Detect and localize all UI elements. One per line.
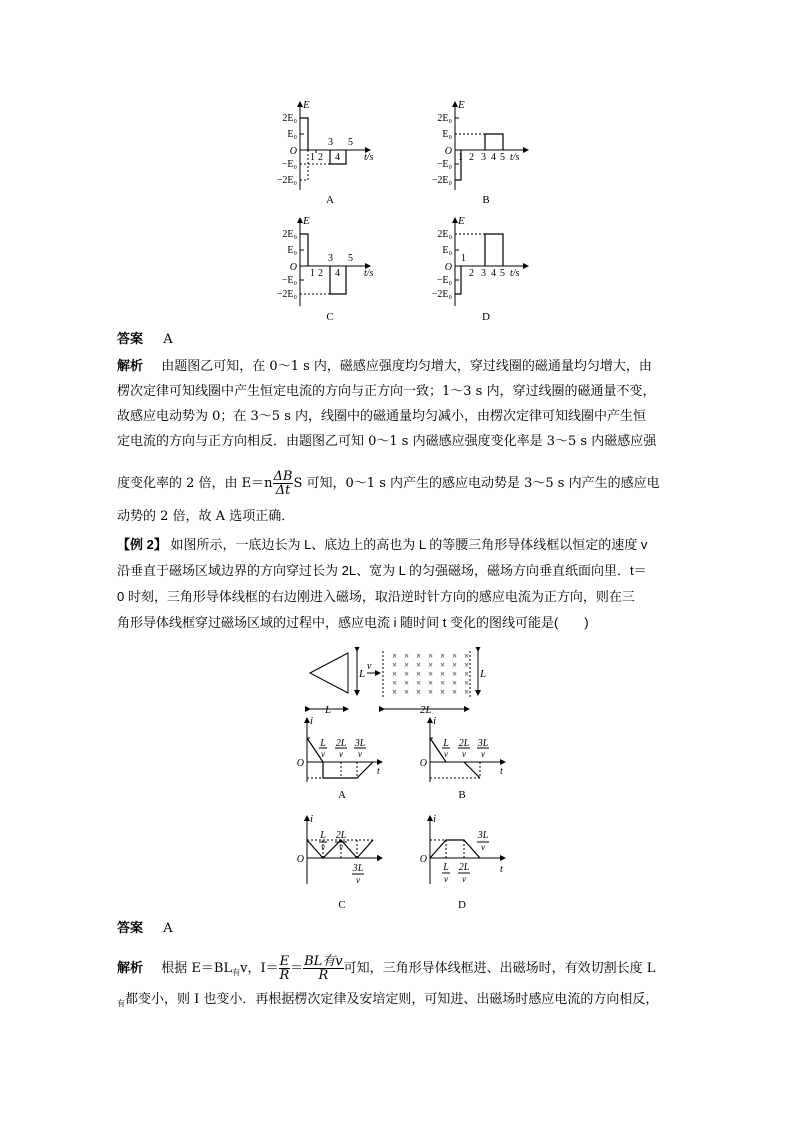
bottom-graphs-figure bbox=[290, 716, 530, 914]
c-axis-e: E bbox=[303, 215, 310, 227]
field-cross: × bbox=[464, 660, 470, 670]
bottom-caption-b: B bbox=[458, 789, 466, 801]
b-axis-t: t/s bbox=[510, 152, 520, 163]
answer-1 bbox=[117, 331, 682, 349]
b-tick-4: 4 bbox=[491, 152, 496, 163]
ba-axis-t: t bbox=[377, 766, 380, 777]
c-tick-5: 5 bbox=[348, 253, 353, 264]
analysis-1-line-2: 楞次定律可知线圈中产生恒定电流的方向与正方向一致；1～3 s 内，穿过线圈的磁通量不变， bbox=[117, 384, 656, 399]
field-cross: × bbox=[416, 687, 422, 697]
c-tick-3: 3 bbox=[328, 253, 333, 264]
equals: ＝ bbox=[290, 961, 304, 976]
a-y-ne0: −E₀ bbox=[281, 159, 297, 170]
d-tick-1: 1 bbox=[461, 253, 466, 264]
graph-a bbox=[277, 99, 374, 206]
field-cross: × bbox=[440, 678, 446, 688]
bb-2l-num: 2L bbox=[458, 738, 470, 749]
field-cross: × bbox=[428, 651, 434, 661]
triangle-frame bbox=[310, 653, 348, 693]
bd-axis-t: t bbox=[500, 864, 503, 875]
d-axis-t: t/s bbox=[510, 268, 520, 279]
top-graphs-figure bbox=[270, 98, 540, 328]
ba-l-den: v bbox=[321, 749, 325, 759]
bc-axis-o: O bbox=[296, 854, 304, 865]
c-y-ne0: −E₀ bbox=[281, 275, 297, 286]
b-tick-1: 1 bbox=[458, 152, 463, 163]
field-cross: × bbox=[452, 669, 458, 679]
bd-2l-den: v bbox=[462, 874, 466, 884]
ba-2l-num: 2L bbox=[335, 738, 347, 749]
bb-3l-num: 3L bbox=[477, 738, 489, 749]
d-y-e0: E₀ bbox=[442, 245, 452, 256]
field-cross: × bbox=[404, 660, 410, 670]
b-y-2e0: 2E₀ bbox=[437, 113, 452, 124]
field-cross: × bbox=[416, 678, 422, 688]
analysis-2-text-1b: v，I＝ bbox=[240, 961, 279, 976]
length-2l-label: 2L bbox=[420, 704, 432, 715]
analysis-1-line-1 bbox=[117, 358, 682, 376]
field-cross: × bbox=[428, 660, 434, 670]
field-cross: × bbox=[416, 669, 422, 679]
analysis-2-text-1a: 根据 E＝BL bbox=[161, 961, 233, 976]
d-axis-e: E bbox=[458, 215, 465, 227]
analysis-1-line-3: 故感应电动势为 0；在 3～5 s 内，线圈中的磁通量均匀减小，由楞次定律可知线圈中产生恒 bbox=[117, 409, 647, 424]
bc-axis-i: i bbox=[310, 813, 314, 825]
bd-axis-i: i bbox=[433, 813, 437, 825]
field-cross: × bbox=[416, 660, 422, 670]
bottom-graph-b bbox=[420, 716, 505, 801]
bc-l-num: L bbox=[320, 830, 326, 841]
bb-2l-den: v bbox=[462, 749, 466, 759]
triangle-l-label: L bbox=[359, 668, 366, 680]
caption-c: C bbox=[326, 311, 334, 323]
a-axis-e: E bbox=[303, 99, 310, 111]
analysis-1-line-4: 定电流的方向与正方向相反．由题图乙可知 0～1 s 内磁感应强度变化率是 3～5 s 内磁感应强 bbox=[117, 434, 657, 449]
field-l-label: L bbox=[480, 668, 487, 680]
analysis-1-label: 解析 bbox=[117, 359, 144, 374]
d-y-ne0: −E₀ bbox=[436, 275, 452, 286]
bottom-graph-c bbox=[297, 813, 382, 911]
field-cross: × bbox=[392, 651, 398, 661]
c-tick-4: 4 bbox=[335, 268, 340, 279]
c-tick-1: 1 bbox=[310, 268, 315, 279]
b-axis-o: O bbox=[444, 146, 452, 157]
field-cross: × bbox=[440, 687, 446, 697]
example-2-line-2: 沿垂直于磁场区域边界的方向穿过长为 2L、宽为 L 的匀强磁场，磁场方向垂直纸面向里．t＝ bbox=[117, 563, 647, 578]
delta-b-over-delta-t bbox=[273, 470, 294, 497]
caption-b: B bbox=[482, 194, 490, 206]
a-tick-5: 5 bbox=[348, 137, 353, 148]
bb-l-num: L bbox=[443, 738, 449, 749]
caption-d: D bbox=[482, 311, 490, 323]
ba-axis-i: i bbox=[310, 716, 314, 727]
analysis-2-text-2: 都变小，则 I 也变小．再根据楞次定律及安培定则，可知进、出磁场时感应电流的方向相反， bbox=[125, 992, 659, 1007]
analysis-2-label: 解析 bbox=[117, 961, 144, 976]
sub-you-2: 有 bbox=[117, 999, 125, 1008]
c-axis-t: t/s bbox=[364, 268, 374, 279]
a-tick-4: 4 bbox=[335, 152, 340, 163]
analysis-2-line-2 bbox=[117, 991, 682, 1013]
f1-den: R bbox=[279, 968, 290, 983]
field-cross: × bbox=[404, 678, 410, 688]
graph-d bbox=[432, 215, 528, 323]
blv-over-r bbox=[303, 955, 344, 982]
bb-axis-t: t bbox=[500, 766, 503, 777]
example-2-line-4: 角形导体线框穿过磁场区域的过程中，感应电流 i 随时间 t 变化的图线可能是( ) bbox=[117, 615, 589, 630]
f2-den: R bbox=[318, 968, 329, 983]
field-cross: × bbox=[464, 687, 470, 697]
bottom-caption-a: A bbox=[338, 789, 346, 801]
b-tick-3: 3 bbox=[481, 152, 486, 163]
bb-axis-o: O bbox=[419, 758, 427, 769]
bd-3l-num: 3L bbox=[477, 830, 489, 841]
bottom-graph-a bbox=[297, 716, 382, 801]
example-2-line-3: 0 时刻，三角形导体线框的右边刚进入磁场，取沿逆时针方向的感应电流为正方向，则在三 bbox=[117, 589, 635, 604]
field-cross: × bbox=[392, 687, 398, 697]
answer-2 bbox=[117, 920, 682, 938]
c-axis-o: O bbox=[289, 262, 297, 273]
bb-l-den: v bbox=[444, 749, 448, 759]
a-y-2e0: 2E₀ bbox=[282, 113, 297, 124]
analysis-1-line-5 bbox=[117, 470, 682, 497]
bb-3l-den: v bbox=[481, 749, 485, 759]
field-cross: × bbox=[464, 678, 470, 688]
analysis-1-text-5b: S 可知，0～1 s 内产生的感应电动势是 3～5 s 内产生的感应电 bbox=[293, 476, 660, 491]
analysis-1-line-6: 动势的 2 倍，故 A 选项正确． bbox=[117, 509, 295, 524]
field-cross: × bbox=[452, 660, 458, 670]
bc-2l-num: 2L bbox=[335, 830, 347, 841]
bd-2l-num: 2L bbox=[458, 862, 470, 873]
answer-1-label: 答案 bbox=[117, 332, 144, 347]
field-cross: × bbox=[392, 678, 398, 688]
width-l-label: L bbox=[325, 704, 332, 715]
a-tick-3: 3 bbox=[328, 137, 333, 148]
field-cross: × bbox=[404, 687, 410, 697]
d-tick-5: 5 bbox=[500, 268, 505, 279]
ba-2l-den: v bbox=[339, 749, 343, 759]
frac-num: ΔB bbox=[273, 469, 293, 484]
graph-c bbox=[277, 215, 374, 323]
graph-b bbox=[432, 99, 528, 206]
c-y-e0: E₀ bbox=[287, 245, 297, 256]
ba-3l-num: 3L bbox=[354, 738, 366, 749]
ba-3l-den: v bbox=[358, 749, 362, 759]
b-tick-2: 2 bbox=[469, 152, 474, 163]
magnetic-field-crosses bbox=[392, 651, 469, 697]
field-cross: × bbox=[440, 660, 446, 670]
analysis-1-text-5a: 度变化率的 2 倍，由 E＝n bbox=[117, 476, 273, 491]
a-tick-2: 2 bbox=[318, 152, 323, 163]
bc-2l-den: v bbox=[339, 842, 343, 852]
a-y-e0: E₀ bbox=[287, 129, 297, 140]
c-y-2e0: 2E₀ bbox=[282, 229, 297, 240]
field-cross: × bbox=[428, 669, 434, 679]
bd-l-num: L bbox=[443, 862, 449, 873]
f1-num: E bbox=[279, 954, 290, 969]
d-tick-4: 4 bbox=[491, 268, 496, 279]
field-cross: × bbox=[404, 651, 410, 661]
b-y-e0: E₀ bbox=[442, 129, 452, 140]
bd-axis-o: O bbox=[419, 854, 427, 865]
field-cross: × bbox=[464, 651, 470, 661]
ba-l-num: L bbox=[320, 738, 326, 749]
field-cross: × bbox=[428, 678, 434, 688]
field-cross: × bbox=[392, 669, 398, 679]
example-2-tag: 【例 2】 bbox=[117, 537, 167, 552]
bc-axis-t: t bbox=[377, 853, 380, 864]
field-cross: × bbox=[416, 651, 422, 661]
a-axis-t: t/s bbox=[364, 152, 374, 163]
field-cross: × bbox=[404, 669, 410, 679]
caption-a: A bbox=[326, 194, 334, 206]
c-y-n2e0: −2E₀ bbox=[276, 289, 297, 300]
b-axis-e: E bbox=[458, 99, 465, 111]
d-axis-o: O bbox=[444, 262, 452, 273]
velocity-label: v bbox=[367, 661, 372, 672]
bc-3l-num: 3L bbox=[352, 863, 364, 874]
analysis-2-line-1 bbox=[117, 955, 682, 982]
example-2-text-1: 如图所示，一底边长为 L、底边上的高也为 L 的等腰三角形导体线框以恒定的速度 v bbox=[170, 537, 648, 552]
bottom-graph-d bbox=[420, 813, 505, 911]
a-axis-o: O bbox=[289, 146, 297, 157]
triangle-field-figure bbox=[300, 647, 500, 715]
bb-axis-i: i bbox=[433, 716, 437, 727]
field-cross: × bbox=[464, 669, 470, 679]
field-cross: × bbox=[428, 687, 434, 697]
bc-3l-den: v bbox=[356, 875, 360, 885]
bottom-caption-c: C bbox=[338, 899, 346, 911]
field-cross: × bbox=[452, 678, 458, 688]
field-cross: × bbox=[392, 660, 398, 670]
e-over-r bbox=[279, 955, 291, 982]
sub-you-1: 有 bbox=[232, 968, 241, 977]
a-tick-1: 1 bbox=[310, 152, 315, 163]
d-tick-3: 3 bbox=[481, 268, 486, 279]
bottom-caption-d: D bbox=[458, 899, 466, 911]
field-cross: × bbox=[452, 651, 458, 661]
bd-3l-den: v bbox=[481, 842, 485, 852]
bc-l-den: v bbox=[321, 842, 325, 852]
b-y-ne0: −E₀ bbox=[436, 159, 452, 170]
answer-2-label: 答案 bbox=[117, 921, 144, 936]
ba-axis-o: O bbox=[296, 758, 304, 769]
b-y-n2e0: −2E₀ bbox=[431, 175, 452, 186]
field-cross: × bbox=[440, 669, 446, 679]
field-cross: × bbox=[440, 651, 446, 661]
a-y-n2e0: −2E₀ bbox=[276, 175, 297, 186]
answer-2-value: A bbox=[163, 921, 173, 936]
analysis-1-text-1: 由题图乙可知，在 0～1 s 内，磁感应强度均匀增大，穿过线圈的磁通量均匀增大，由 bbox=[161, 359, 652, 374]
answer-1-value: A bbox=[163, 332, 173, 347]
f2-num: BL有v bbox=[304, 954, 343, 969]
b-tick-5: 5 bbox=[500, 152, 505, 163]
field-cross: × bbox=[452, 687, 458, 697]
frac-den: Δt bbox=[275, 483, 291, 498]
bd-l-den: v bbox=[444, 874, 448, 884]
example-2-line-1 bbox=[117, 536, 682, 554]
d-y-2e0: 2E₀ bbox=[437, 229, 452, 240]
c-tick-2: 2 bbox=[318, 268, 323, 279]
d-tick-2: 2 bbox=[469, 268, 474, 279]
d-y-n2e0: −2E₀ bbox=[431, 289, 452, 300]
analysis-2-text-1c: 可知，三角形导体线框进、出磁场时，有效切割长度 L bbox=[343, 961, 656, 976]
